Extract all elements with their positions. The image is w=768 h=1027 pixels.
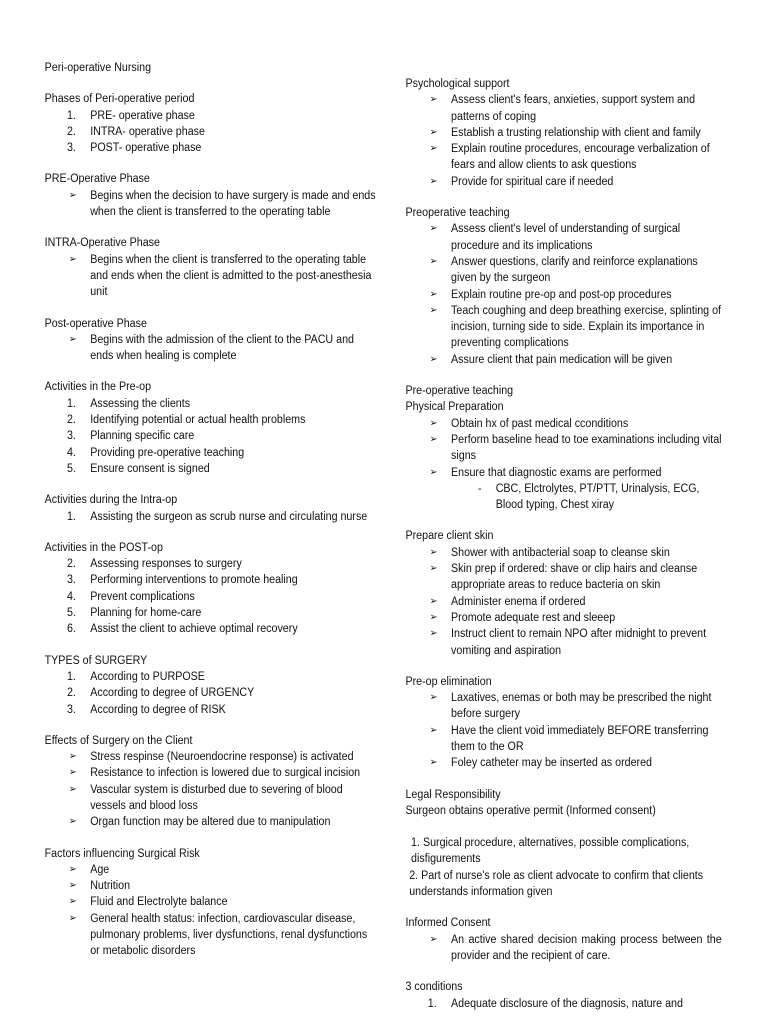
section-heading: Activities in the POST-op [44, 541, 163, 554]
list-item-text: Stress respinse (Neuroendocrine response) is activated [90, 751, 354, 764]
numbered-paragraph: 1. Surgical procedure, alternatives, possible complications, disfigurements [411, 837, 690, 866]
list-item [45, 685, 380, 701]
list-number: 2. [66, 125, 76, 138]
arrow-bullet-icon: ➢ [429, 126, 438, 138]
list-number: 1. [66, 397, 76, 410]
arrow-bullet-icon: ➢ [429, 933, 438, 945]
section-heading: Psychological support [405, 78, 510, 90]
section [45, 235, 380, 300]
arrow-bullet-icon: ➢ [429, 563, 438, 575]
arrow-bullet-icon: ➢ [68, 751, 77, 763]
list-item [45, 894, 380, 910]
list-item [405, 932, 721, 965]
section-heading: Pre-operative teaching [405, 385, 514, 398]
list-number: 5. [66, 607, 76, 620]
list-item-text: Shower with antibacterial soap to cleanse skin [451, 546, 670, 559]
section-heading: Prepare client skin [405, 530, 494, 543]
pre-op-elimination-section [405, 674, 721, 772]
list-item [405, 221, 721, 254]
section-heading: TYPES of SURGERY [44, 654, 148, 667]
section-heading: Phases of Peri-operative period [44, 93, 195, 106]
list-number: 1. [66, 510, 76, 523]
section-heading: Preoperative teaching [405, 207, 510, 220]
section-heading: Effects of Surgery on the Client [44, 734, 193, 747]
list-number: 4. [66, 446, 76, 459]
list-item-text: Organ function may be altered due to manipulation [90, 816, 331, 829]
list-item [45, 814, 380, 830]
bullet-list [405, 416, 721, 481]
list-item [45, 252, 380, 301]
doc-title-section [45, 60, 380, 76]
list-item-text: Begins when the decision to have surgery is made and ends when the client is transferred to the operating table [90, 189, 376, 219]
list-item-text: Providing pre-operative teaching [90, 446, 245, 459]
list-item-text: Perform baseline head to toe examinations including vital signs [451, 433, 722, 463]
list-item [45, 749, 380, 765]
list-item-text: Nutrition [90, 880, 131, 893]
list-number: 1. [66, 109, 76, 122]
numbered-list [45, 108, 380, 157]
bullet-list [45, 332, 380, 365]
numbered-list [45, 509, 380, 525]
section-heading: Activities during the Intra-op [44, 494, 178, 507]
list-number: 3. [66, 703, 76, 716]
list-item-text: Administer enema if ordered [451, 595, 586, 608]
arrow-bullet-icon: ➢ [429, 175, 438, 187]
list-item-text: Assessing responses to surgery [90, 558, 242, 571]
bullet-list [45, 862, 380, 960]
list-number: 6. [66, 623, 76, 636]
three-conditions-section [405, 979, 721, 1012]
list-item-text: Skin prep if ordered: shave or clip hairs and cleanse appropriate areas to reduce bacteria on skin [451, 563, 698, 592]
list-item-text: An active shared decision making process between the provider and the recipient of care. [451, 933, 722, 962]
list-item [45, 445, 380, 461]
section-heading: 3 conditions [405, 981, 463, 994]
list-item [45, 428, 380, 444]
arrow-bullet-icon: ➢ [68, 863, 77, 875]
list-item [45, 621, 380, 637]
list-item [45, 556, 380, 572]
section [45, 379, 380, 477]
list-number: 5. [66, 462, 76, 475]
list-item-text: Fluid and Electrolyte balance [90, 896, 228, 909]
bullet-list [405, 545, 721, 659]
list-item [405, 610, 721, 626]
section-heading: Post-operative Phase [44, 317, 147, 330]
arrow-bullet-icon: ➢ [429, 255, 438, 267]
list-item [45, 461, 380, 477]
section-heading: Legal Responsibility [405, 788, 501, 801]
bullet-list [405, 92, 721, 190]
bullet-list [45, 252, 380, 301]
list-item [405, 690, 721, 723]
list-item [45, 589, 380, 605]
section [45, 316, 380, 365]
list-item-text: Have the client void immediately BEFORE transferring them to the OR [451, 724, 709, 753]
list-item [45, 412, 380, 428]
bullet-list [45, 749, 380, 830]
section-heading: INTRA-Operative Phase [44, 237, 160, 250]
arrow-bullet-icon: ➢ [429, 757, 438, 769]
blank-line [405, 819, 721, 835]
section-heading: Activities in the Pre-op [44, 381, 152, 394]
informed-consent-section [405, 915, 721, 964]
list-item-text: According to PURPOSE [90, 670, 205, 683]
list-item [45, 669, 380, 685]
list-item [405, 723, 721, 756]
psychological-support-section [405, 76, 721, 190]
left-sections [45, 91, 380, 959]
bullet-list [405, 221, 721, 368]
list-item-text: Performing interventions to promote healing [90, 574, 298, 587]
section [45, 846, 380, 960]
list-item [405, 254, 721, 287]
list-item-text: Planning for home-care [90, 607, 202, 620]
list-item [45, 702, 380, 718]
list-item [405, 755, 721, 771]
section [45, 171, 380, 220]
arrow-bullet-icon: ➢ [429, 223, 438, 235]
list-number: 1. [427, 997, 437, 1010]
list-item-text: According to degree of RISK [90, 703, 226, 716]
list-item [45, 124, 380, 140]
arrow-bullet-icon: ➢ [429, 433, 438, 445]
list-item-text: PRE- operative phase [90, 109, 195, 122]
sub-list-item-text: CBC, Elctrolytes, PT/PTT, Urinalysis, ECG, Blood typing, Chest xiray [495, 482, 700, 512]
physical-preparation-section [405, 383, 721, 513]
list-item [45, 140, 380, 156]
arrow-bullet-icon: ➢ [429, 595, 438, 607]
list-item [405, 626, 721, 659]
numbered-list [405, 996, 721, 1012]
list-item-text: General health status: infection, cardiovascular disease, pulmonary problems, liver dysfunctions, renal dysfunctions or metabolic disorders [90, 912, 368, 958]
list-item [405, 465, 721, 481]
list-item [405, 287, 721, 303]
list-item-text: Instruct client to remain NPO after midnight to prevent vomiting and aspiration [451, 628, 707, 657]
arrow-bullet-icon: ➢ [68, 816, 77, 828]
list-item-text: Identifying potential or actual health problems [90, 414, 306, 427]
sub-list-item [405, 481, 721, 514]
list-item [45, 108, 380, 124]
bullet-list [405, 690, 721, 771]
paragraph: Surgeon obtains operative permit (Informed consent) [405, 804, 656, 817]
list-item-text: Assess client's level of understanding of surgical procedure and its implications [451, 223, 681, 252]
list-number: 2. [66, 414, 76, 427]
arrow-bullet-icon: ➢ [429, 143, 438, 155]
list-item-text: Provide for spiritual care if needed [451, 175, 614, 188]
list-item-text: Begins when the client is transferred to the operating table and ends when the client is admitted to the post-anesthesia unit [90, 253, 372, 299]
arrow-bullet-icon: ➢ [429, 304, 438, 316]
list-item-text: Foley catheter may be inserted as ordered [451, 757, 652, 770]
arrow-bullet-icon: ➢ [68, 896, 77, 908]
list-item [45, 765, 380, 781]
legal-responsibility-section [405, 787, 721, 901]
list-item [45, 332, 380, 365]
arrow-bullet-icon: ➢ [429, 353, 438, 365]
list-item-text: Explain routine pre-op and post-op procedures [451, 288, 672, 301]
list-item-text: Age [90, 863, 110, 876]
arrow-bullet-icon: ➢ [68, 880, 77, 892]
list-item [45, 396, 380, 412]
list-number: 1. [66, 670, 76, 683]
list-item [405, 432, 721, 465]
list-item-text: Ensure that diagnostic exams are performed [451, 466, 662, 479]
list-item-text: Teach coughing and deep breathing exercise, splinting of incision, turning side to side. Explain its importance in preventing complications [451, 304, 721, 350]
section [45, 733, 380, 831]
list-item [45, 605, 380, 621]
list-number: 3. [66, 574, 76, 587]
list-item-text: Promote adequate rest and sleeep [451, 611, 616, 624]
list-item [405, 303, 721, 352]
arrow-bullet-icon: ➢ [429, 288, 438, 300]
list-item-text: Answer questions, clarify and reinforce explanations given by the surgeon [451, 255, 698, 285]
list-item [45, 572, 380, 588]
arrow-bullet-icon: ➢ [429, 628, 438, 640]
preoperative-teaching-section [405, 205, 721, 368]
document-title: Peri-operative Nursing [44, 62, 152, 74]
list-item-text: Prevent complications [90, 590, 195, 603]
list-number: 2. [66, 558, 76, 571]
numbered-list [45, 556, 380, 637]
right-column [405, 0, 721, 1027]
arrow-bullet-icon: ➢ [429, 692, 438, 704]
sub-list [405, 481, 721, 514]
arrow-bullet-icon: ➢ [68, 253, 77, 265]
arrow-bullet-icon: ➢ [68, 333, 77, 345]
arrow-bullet-icon: ➢ [68, 767, 77, 779]
arrow-bullet-icon: ➢ [429, 611, 438, 623]
list-item [405, 545, 721, 561]
list-item-text: Obtain hx of past medical cconditions [451, 417, 629, 430]
list-item-text: According to degree of URGENCY [90, 687, 255, 700]
list-item-text: Explain routine procedures, encourage verbalization of fears and allow clients to ask questions [451, 143, 710, 172]
numbered-list [45, 669, 380, 718]
list-number: 3. [66, 142, 76, 155]
section [45, 653, 380, 718]
list-item-text: Assessing the clients [90, 397, 191, 410]
arrow-bullet-icon: ➢ [429, 417, 438, 429]
list-item [405, 561, 721, 594]
section-heading: Informed Consent [405, 917, 491, 930]
arrow-bullet-icon: ➢ [68, 783, 77, 795]
arrow-bullet-icon: ➢ [429, 724, 438, 736]
list-item-text: Establish a trusting relationship with client and family [451, 126, 701, 139]
section-heading: PRE-Operative Phase [44, 173, 150, 186]
list-item [45, 862, 380, 878]
left-column [45, 0, 380, 975]
section-subheading: Physical Preparation [405, 401, 504, 414]
section-heading: Factors influencing Surgical Risk [44, 847, 200, 860]
dash-bullet: - [478, 482, 482, 495]
list-number: 2. [66, 687, 76, 700]
list-item [405, 125, 721, 141]
list-item [405, 141, 721, 174]
list-item [45, 782, 380, 815]
arrow-bullet-icon: ➢ [68, 189, 77, 201]
list-item-text: Planning specific care [90, 430, 195, 443]
list-item [405, 174, 721, 190]
bullet-list [45, 188, 380, 221]
section [45, 540, 380, 638]
list-item-text: POST- operative phase [90, 142, 202, 155]
list-item [405, 416, 721, 432]
list-item [405, 996, 721, 1012]
list-item-text: Resistance to infection is lowered due to surgical incision [90, 767, 361, 780]
list-item-text: Begins with the admission of the client to the PACU and ends when healing is complete [90, 333, 354, 363]
section [45, 492, 380, 525]
list-item-text: Assist the client to achieve optimal recovery [90, 623, 298, 636]
list-item [405, 352, 721, 368]
numbered-list [45, 396, 380, 477]
list-item-text: Vascular system is disturbed due to severing of blood vessels and blood loss [90, 783, 343, 812]
list-item [405, 92, 721, 125]
arrow-bullet-icon: ➢ [429, 94, 438, 106]
section-heading: Pre-op elimination [405, 675, 492, 688]
arrow-bullet-icon: ➢ [429, 466, 438, 478]
prepare-skin-section [405, 528, 721, 658]
list-item-text: Assure client that pain medication will be given [451, 353, 673, 366]
list-item-text: Ensure consent is signed [90, 462, 210, 475]
arrow-bullet-icon: ➢ [429, 546, 438, 558]
section [45, 91, 380, 156]
list-item [45, 878, 380, 894]
list-item-text: INTRA- operative phase [90, 125, 205, 138]
list-number: 3. [66, 430, 76, 443]
list-item-text: Assisting the surgeon as scrub nurse and circulating nurse [90, 510, 368, 523]
list-item-text: Assess client's fears, anxieties, support system and patterns of coping [451, 94, 696, 123]
list-item [45, 509, 380, 525]
bullet-list [405, 932, 721, 965]
list-number: 4. [66, 590, 76, 603]
list-item [45, 911, 380, 960]
list-item [45, 188, 380, 221]
list-item-text: Laxatives, enemas or both may be prescribed the night before surgery [451, 692, 712, 721]
list-item [405, 594, 721, 610]
arrow-bullet-icon: ➢ [68, 912, 77, 924]
numbered-paragraph: 2. Part of nurse's role as client advocate to confirm that clients understands information given [409, 869, 704, 899]
list-item-text: Adequate disclosure of the diagnosis, nature and [451, 997, 683, 1010]
